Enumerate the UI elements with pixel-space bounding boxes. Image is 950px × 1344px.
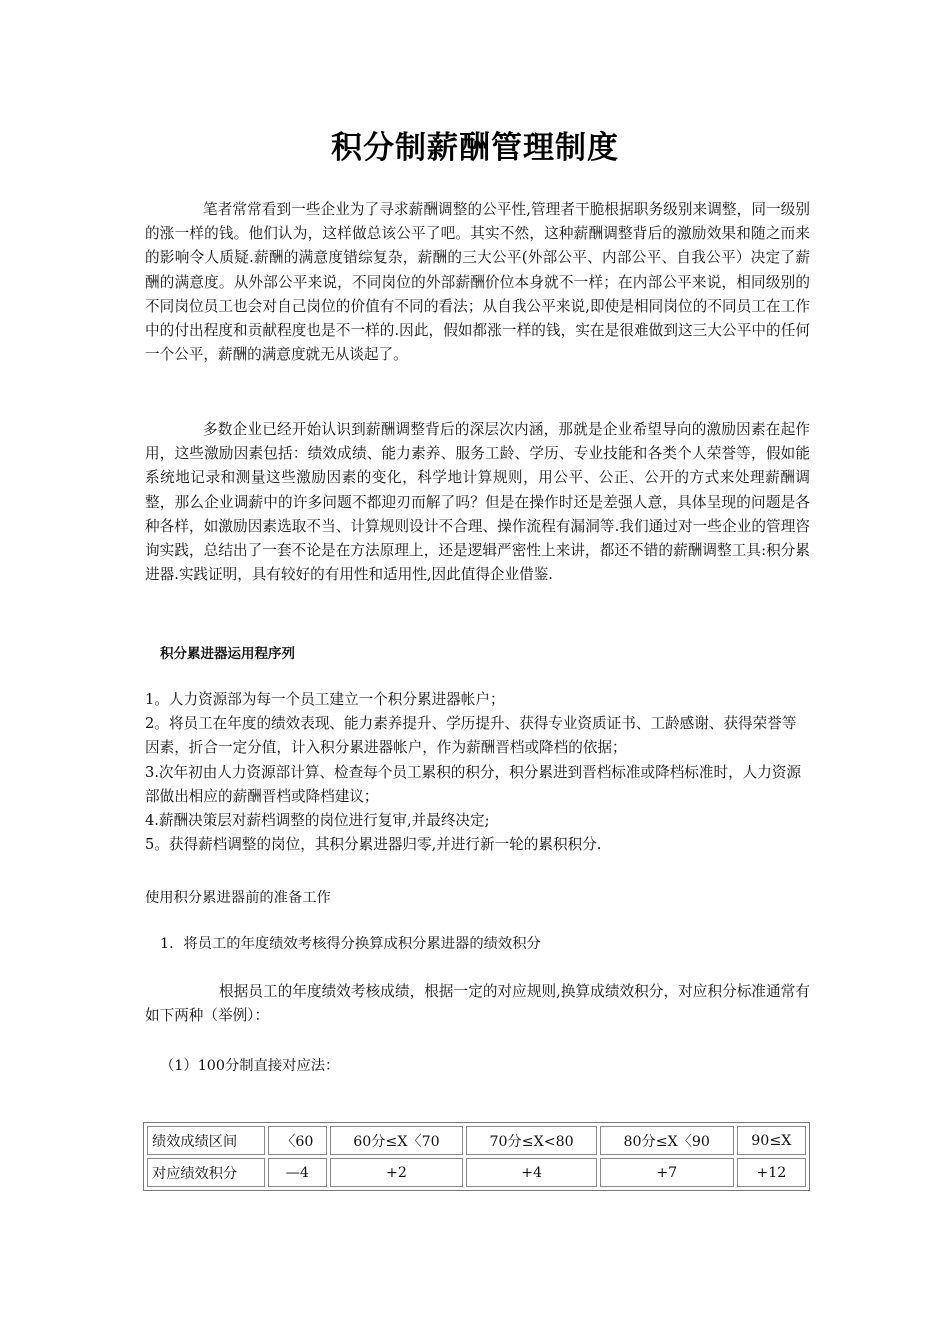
method-1-label: （1）100分制直接对应法： [160, 1058, 340, 1074]
intro-paragraph-2 [145, 418, 810, 587]
table-cell: 60分≤X〈70 [330, 1126, 464, 1155]
procedure-step-1: 1。人力资源部为每一个员工建立一个积分累进器帐户； [145, 691, 505, 708]
procedure-step-4: 4.薪酬决策层对薪档调整的岗位进行复审,并最终决定; [145, 812, 490, 830]
table-cell: 70分≤X<80 [466, 1126, 597, 1155]
prep-item-1: 1．将员工的年度绩效考核得分换算成积分累进器的绩效积分 [160, 936, 541, 952]
paragraph-text: 笔者常常看到一些企业为了寻求薪酬调整的公平性,管理者干脆根据职务级别来调整，同一级别的涨一样的钱。他们认为，这样做总该公平了吧。其实不然，这种薪酬调整背后的激励效果和随之而来的影响令人质疑.薪酬的满意度错综复杂，薪酬的三大公平(外部公平、内部公平、自我公平）决定了薪酬的满意度。从外部公平来说，不同岗位的外部薪酬价位本身就不一样；在内部公平来说，相同级别的不同岗位员工也会对自己岗位的价值有不同的看法；从自我公平来说,即使是相同岗位的不同员工在工作中的付出程度和贡献程度也是不一样的.因此，假如都涨一样的钱，实在是很难做到这三大公平中的任何一个公平，薪酬的满意度就无从谈起了。 [145, 201, 810, 364]
prep-heading: 使用积分累进器前的准备工作 [145, 890, 331, 906]
procedure-heading: 积分累进器运用程序列 [160, 646, 295, 662]
table-cell: +2 [330, 1158, 464, 1187]
table-cell: 80分≤X〈90 [600, 1126, 734, 1155]
score-conversion-table [143, 1122, 810, 1191]
table-cell: 90≤X [737, 1126, 806, 1155]
table-cell: +12 [737, 1158, 806, 1187]
page-title: 积分制薪酬管理制度 [331, 130, 619, 166]
table-cell: 〈60 [268, 1126, 327, 1155]
table-cell: —4 [268, 1158, 327, 1187]
table-cell: +7 [600, 1158, 734, 1187]
procedure-step-3: 3.次年初由人力资源部计算、检查每个员工累积的积分，积分累进到晋档标准或降档标准时，人力资源部做出相应的薪酬晋档或降档建议； [145, 763, 802, 805]
paragraph-text: 多数企业已经开始认识到薪酬调整背后的深层次内涵，那就是企业希望导向的激励因素在起作用，这些激励因素包括：绩效成绩、能力素养、服务工龄、学历、专业技能和各类个人荣誉等，假如能系统地记录和测量这些激励因素的变化，科学地计算规则，用公平、公正、公开的方式来处理薪酬调整，那么企业调薪中的许多问题不都迎刃而解了吗？但是在操作时还是差强人意，具体呈现的问题是各种各样，如激励因素选取不当、计算规则设计不合理、操作流程有漏洞等.我们通过对一些企业的管理咨询实践，总结出了一套不论是在方法原理上，还是逻辑严密性上来讲，都还不错的薪酬调整工具:积分累进器.实践证明，具有较好的有用性和适用性,因此值得企业借鉴. [145, 421, 810, 584]
table-row [147, 1158, 806, 1187]
paragraph-text: 根据员工的年度绩效考核成绩，根据一定的对应规则,换算成绩效积分，对应积分标准通常有如下两种（举例）： [145, 983, 810, 1025]
prep-paragraph [145, 980, 810, 1028]
procedure-step-2: 2。将员工在年度的绩效表现、能力素养提升、学历提升、获得专业资质证书、工龄感谢、获得荣誉等因素，折合一定分值，计入积分累进器帐户，作为薪酬晋档或降档的依据； [145, 715, 797, 757]
intro-paragraph-1 [145, 198, 810, 367]
procedure-step-5: 5。获得薪档调整的岗位，其积分累进器归零,并进行新一轮的累积积分. [145, 836, 602, 854]
table-row-label: 绩效成绩区间 [147, 1126, 265, 1155]
table-cell: +4 [466, 1158, 597, 1187]
procedure-steps-list [145, 688, 810, 857]
table-row-label: 对应绩效积分 [147, 1158, 265, 1187]
table-row [147, 1126, 806, 1155]
